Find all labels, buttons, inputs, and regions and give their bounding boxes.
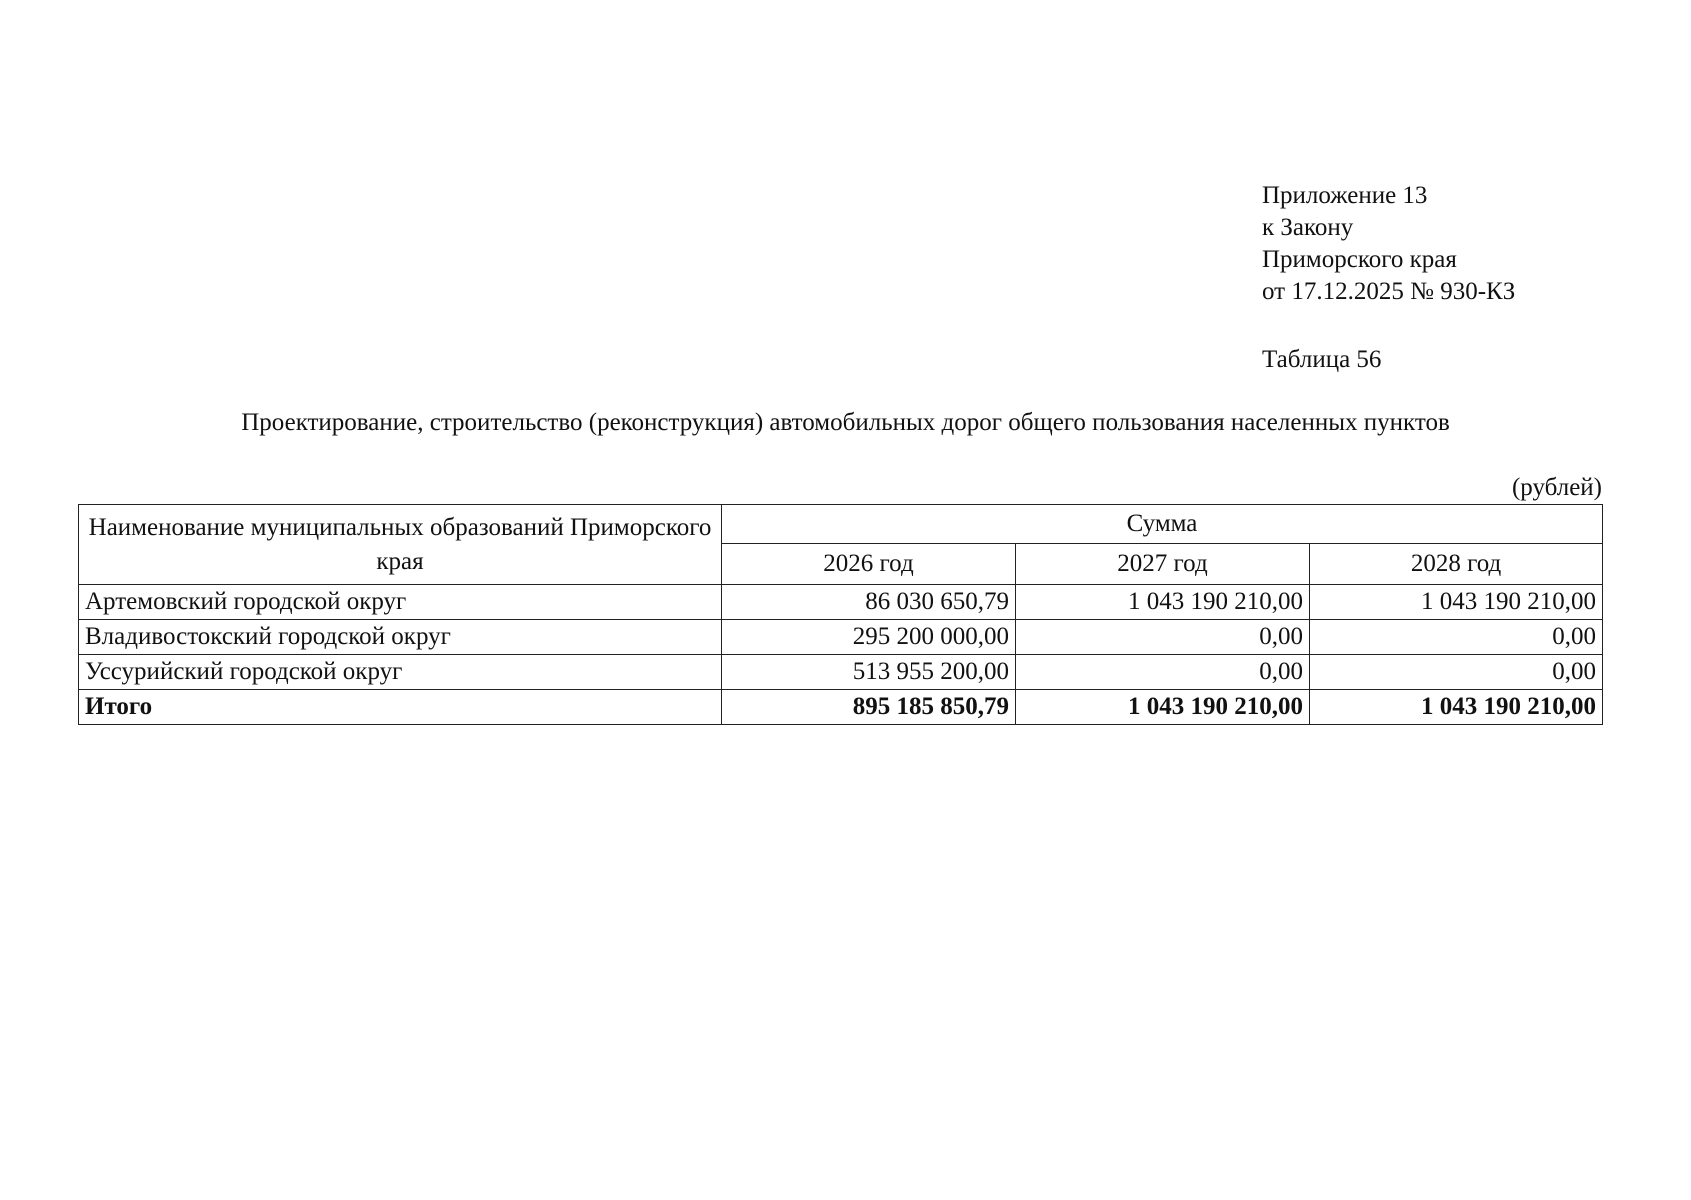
row-name: Владивостокский городской округ bbox=[79, 620, 722, 655]
header-year-2028: 2028 год bbox=[1310, 544, 1603, 585]
row-name: Уссурийский городской округ bbox=[79, 655, 722, 690]
table-number: Таблица 56 bbox=[1262, 346, 1382, 373]
row-value-2026: 513 955 200,00 bbox=[722, 655, 1016, 690]
row-value-2028: 0,00 bbox=[1310, 620, 1603, 655]
appendix-law-date: от 17.12.2025 № 930-КЗ bbox=[1262, 278, 1516, 305]
row-value-2026: 86 030 650,79 bbox=[722, 585, 1016, 620]
appendix-law-ref: к Закону bbox=[1262, 214, 1354, 241]
units-label: (рублей) bbox=[1511, 474, 1602, 501]
funding-table bbox=[78, 504, 1603, 725]
row-value-2028: 1 043 190 210,00 bbox=[1310, 585, 1603, 620]
row-value-2027: 0,00 bbox=[1016, 655, 1310, 690]
row-value-2027: 1 043 190 210,00 bbox=[1016, 585, 1310, 620]
appendix-region: Приморского края bbox=[1262, 246, 1457, 273]
total-label: Итого bbox=[79, 690, 722, 725]
total-value-2027: 1 043 190 210,00 bbox=[1016, 690, 1310, 725]
total-row bbox=[79, 690, 1603, 725]
header-year-2027: 2027 год bbox=[1016, 544, 1310, 585]
header-municipality: Наименование муниципальных образований Приморского края bbox=[79, 505, 722, 585]
row-value-2026: 295 200 000,00 bbox=[722, 620, 1016, 655]
header-year-2026: 2026 год bbox=[722, 544, 1016, 585]
table-row bbox=[79, 585, 1603, 620]
total-value-2026: 895 185 850,79 bbox=[722, 690, 1016, 725]
row-value-2027: 0,00 bbox=[1016, 620, 1310, 655]
table-row bbox=[79, 620, 1603, 655]
table-row bbox=[79, 655, 1603, 690]
appendix-block bbox=[1262, 180, 1515, 308]
appendix-number: Приложение 13 bbox=[1262, 182, 1428, 209]
row-name: Артемовский городской округ bbox=[79, 585, 722, 620]
total-value-2028: 1 043 190 210,00 bbox=[1310, 690, 1603, 725]
row-value-2028: 0,00 bbox=[1310, 655, 1603, 690]
header-sum: Сумма bbox=[722, 505, 1603, 544]
document-title: Проектирование, строительство (реконструкция) автомобильных дорог общего пользования населенных пунктов bbox=[241, 409, 1450, 436]
